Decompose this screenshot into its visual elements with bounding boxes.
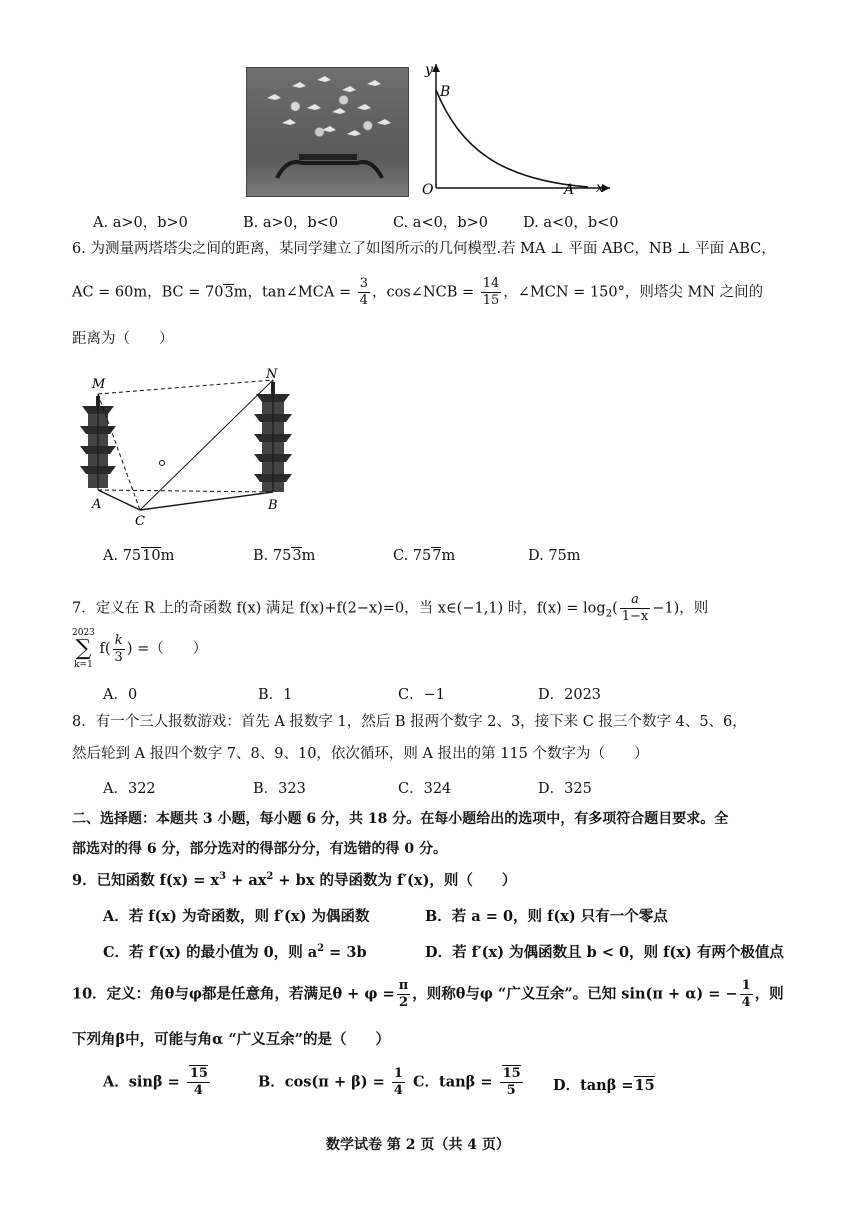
point-b-label: B bbox=[440, 84, 451, 100]
q6-a-post: m bbox=[160, 548, 175, 564]
pagoda-label-b: B bbox=[268, 498, 278, 513]
q7-text-a: 7．定义在 R 上的奇函数 f(x) 满足 f(x)+f(2−x)=0，当 x∈(−1,1) 时，f(x) = log bbox=[72, 600, 606, 617]
q7-k-num: k bbox=[113, 633, 125, 650]
q10-c-rad: 15 bbox=[502, 1066, 521, 1081]
q10-text-b: ，则称θ与φ “广义互余”。已知 sin(π + α) = − bbox=[412, 985, 738, 1003]
q8-stem-line2: 然后轮到 A 报四个数字 7、8、9、10，依次循环，则 A 报出的第 115 个数字为（ ） bbox=[72, 746, 649, 762]
q10-b-den: 4 bbox=[393, 1083, 403, 1098]
q10-pi-num: π bbox=[398, 978, 409, 993]
q9-stem-b: + ax bbox=[226, 872, 267, 889]
q6-c-post: m bbox=[441, 548, 456, 564]
q7-sum-end: ) =（ ） bbox=[126, 641, 208, 657]
q6-mcn-text: ，∠MCN = 150°，则塔尖 MN 之间的 bbox=[503, 284, 764, 301]
q6-sqrt3: 3 bbox=[224, 284, 234, 301]
q9-c-exp: 2 bbox=[317, 943, 325, 955]
q5-option-c: C. a<0，b>0 bbox=[393, 215, 488, 231]
q9-exp3: 3 bbox=[219, 871, 227, 883]
q6-stem-line3: 距离为（ ） bbox=[72, 331, 174, 347]
q10-q-den: 4 bbox=[741, 995, 751, 1010]
q6-tan-label: m，tan∠MCA = bbox=[233, 284, 352, 301]
q8-option-a: A．322 bbox=[103, 781, 156, 797]
q7-stem-line1 bbox=[72, 592, 708, 625]
x-axis-label: x bbox=[596, 180, 604, 196]
pagoda-label-a: A bbox=[92, 497, 102, 512]
two-pagodas-figure bbox=[78, 368, 308, 528]
q6-option-a bbox=[103, 548, 174, 564]
q10-a-fraction bbox=[187, 1066, 210, 1099]
q8-option-d: D．325 bbox=[538, 781, 592, 797]
cranes-silhouettes bbox=[247, 68, 408, 196]
y-axis-label: y bbox=[425, 62, 433, 78]
q5-option-a: A. a>0，b>0 bbox=[93, 215, 188, 231]
q7-option-c: C．−1 bbox=[398, 687, 445, 703]
decay-curve-graph bbox=[410, 58, 615, 198]
q7-sum-bottom: k=1 bbox=[74, 660, 93, 670]
q8-option-b: B．323 bbox=[253, 781, 306, 797]
q10-c-pre: C．tanβ = bbox=[413, 1073, 493, 1091]
q10-b-fraction bbox=[392, 1066, 405, 1099]
q6-stem-line1: 6. 为测量两塔塔尖之间的距离，某同学建立了如图所示的几何模型.若 MA ⊥ 平面 ABC，NB ⊥ 平面 ABC， bbox=[72, 241, 776, 257]
q7-frac-num: a bbox=[620, 592, 651, 609]
q7-sum-expr: f( bbox=[99, 641, 111, 657]
q9-stem-c: + bx 的导函数为 f′(x)，则（ ） bbox=[273, 872, 517, 889]
q10-c-den: 5 bbox=[506, 1083, 516, 1098]
q6-b-post: m bbox=[301, 548, 316, 564]
q9-stem bbox=[72, 869, 516, 890]
q9-option-d: D．若 f′(x) 为偶函数且 b < 0，则 f(x) 有两个极值点 bbox=[425, 944, 784, 961]
q10-text-c: ，则 bbox=[754, 985, 784, 1003]
cranes-painting-image bbox=[246, 67, 409, 197]
q6-option-c bbox=[393, 548, 455, 564]
q6-ac-bc: AC = 60m，BC = 70 bbox=[72, 284, 224, 301]
q10-a-den: 4 bbox=[193, 1083, 203, 1098]
q9-option-a: A．若 f(x) 为奇函数，则 f′(x) 为偶函数 bbox=[103, 908, 370, 925]
q6-cos-fraction bbox=[481, 276, 502, 309]
section2-heading-line2: 部选对的得 6 分，部分选对的得部分分，有选错的得 0 分。 bbox=[72, 841, 447, 857]
q7-sum-top: 2023 bbox=[72, 628, 95, 638]
point-a-label: A bbox=[564, 182, 575, 198]
q10-stem-line1 bbox=[72, 978, 784, 1011]
q6-cos-den: 15 bbox=[482, 293, 500, 308]
q10-pi-fraction bbox=[397, 978, 411, 1011]
q10-pi-den: 2 bbox=[398, 995, 408, 1010]
q7-summation: 2023 ∑ k=1 bbox=[72, 628, 95, 670]
q9-option-c bbox=[103, 941, 367, 962]
origin-label: O bbox=[422, 182, 434, 198]
q10-d-pre: D．tanβ = bbox=[553, 1077, 634, 1094]
q7-k-fraction bbox=[113, 633, 125, 666]
q9-stem-a: 9．已知函数 f(x) = x bbox=[72, 872, 220, 889]
page-footer: 数学试卷 第 2 页（共 4 页） bbox=[326, 1137, 510, 1153]
q10-stem-line2: 下列角β中，可能与角α “广义互余”的是（ ） bbox=[72, 1031, 391, 1048]
q9-c-a: C．若 f′(x) 的最小值为 0，则 a bbox=[103, 944, 318, 961]
q6-stem-line2 bbox=[72, 276, 763, 309]
q7-paren: ( bbox=[612, 600, 618, 617]
q10-d-rad: 15 bbox=[634, 1077, 655, 1094]
q6-cos-num: 14 bbox=[482, 276, 500, 291]
q10-option-c bbox=[413, 1066, 525, 1099]
q7-text-b: −1)，则 bbox=[652, 600, 709, 617]
q6-tan-fraction bbox=[358, 276, 370, 309]
q9-exp2: 2 bbox=[266, 871, 274, 883]
q8-stem-line1: 8．有一个三人报数游戏：首先 A 报数字 1，然后 B 报两个数字 2、3，接下来 C 报三个数字 4、5、6， bbox=[72, 714, 747, 730]
q7-option-b: B．1 bbox=[258, 687, 293, 703]
q6-c-rad: 7 bbox=[432, 548, 442, 564]
q6-b-rad: 3 bbox=[292, 548, 302, 564]
q9-option-b: B．若 a = 0，则 f(x) 只有一个零点 bbox=[425, 908, 668, 925]
q6-a-pre: A. 75 bbox=[103, 548, 142, 564]
q6-b-pre: B. 75 bbox=[253, 548, 292, 564]
q6-tan-den: 4 bbox=[359, 293, 368, 308]
q7-option-a: A．0 bbox=[103, 687, 138, 703]
q6-tan-num: 3 bbox=[359, 276, 368, 291]
q10-text-a: 10．定义：角θ与φ都是任意角，若满足θ + φ = bbox=[72, 985, 395, 1003]
q10-option-a bbox=[103, 1066, 212, 1099]
q10-b-num: 1 bbox=[393, 1066, 403, 1081]
q5-option-b: B. a>0，b<0 bbox=[243, 215, 339, 231]
q10-b-pre: B．cos(π + β) = bbox=[258, 1073, 385, 1091]
q10-c-fraction bbox=[500, 1066, 523, 1099]
q6-a-rad: 10 bbox=[142, 548, 161, 564]
q10-q-num: 1 bbox=[741, 978, 751, 993]
q6-option-d: D. 75m bbox=[528, 548, 581, 564]
pagoda-label-m: M bbox=[92, 377, 106, 392]
q9-c-b: = 3b bbox=[324, 944, 367, 961]
pagoda-label-n: N bbox=[266, 368, 278, 382]
q7-fraction bbox=[620, 592, 651, 625]
pagoda-label-c: C bbox=[135, 514, 145, 528]
q6-c-pre: C. 75 bbox=[393, 548, 432, 564]
q7-log-base: 2 bbox=[605, 608, 613, 620]
q7-stem-line2 bbox=[72, 628, 207, 670]
q6-cos-label: ，cos∠NCB = bbox=[372, 284, 475, 301]
q10-a-pre: A．sinβ = bbox=[103, 1073, 180, 1091]
q10-option-b bbox=[258, 1066, 407, 1099]
q7-option-d: D．2023 bbox=[538, 687, 602, 703]
q7-k-den: 3 bbox=[114, 649, 123, 665]
section2-heading-line1: 二、选择题：本题共 3 小题，每小题 6 分，共 18 分。在每小题给出的选项中，有多项符合题目要求。全 bbox=[72, 811, 729, 827]
q10-quarter-fraction bbox=[740, 978, 753, 1011]
q10-a-rad: 15 bbox=[189, 1066, 208, 1081]
q5-option-d: D. a<0，b<0 bbox=[523, 215, 619, 231]
q10-option-d bbox=[553, 1074, 655, 1095]
q7-frac-den: 1−x bbox=[621, 609, 649, 624]
q6-option-b bbox=[253, 548, 315, 564]
q8-option-c: C．324 bbox=[398, 781, 452, 797]
